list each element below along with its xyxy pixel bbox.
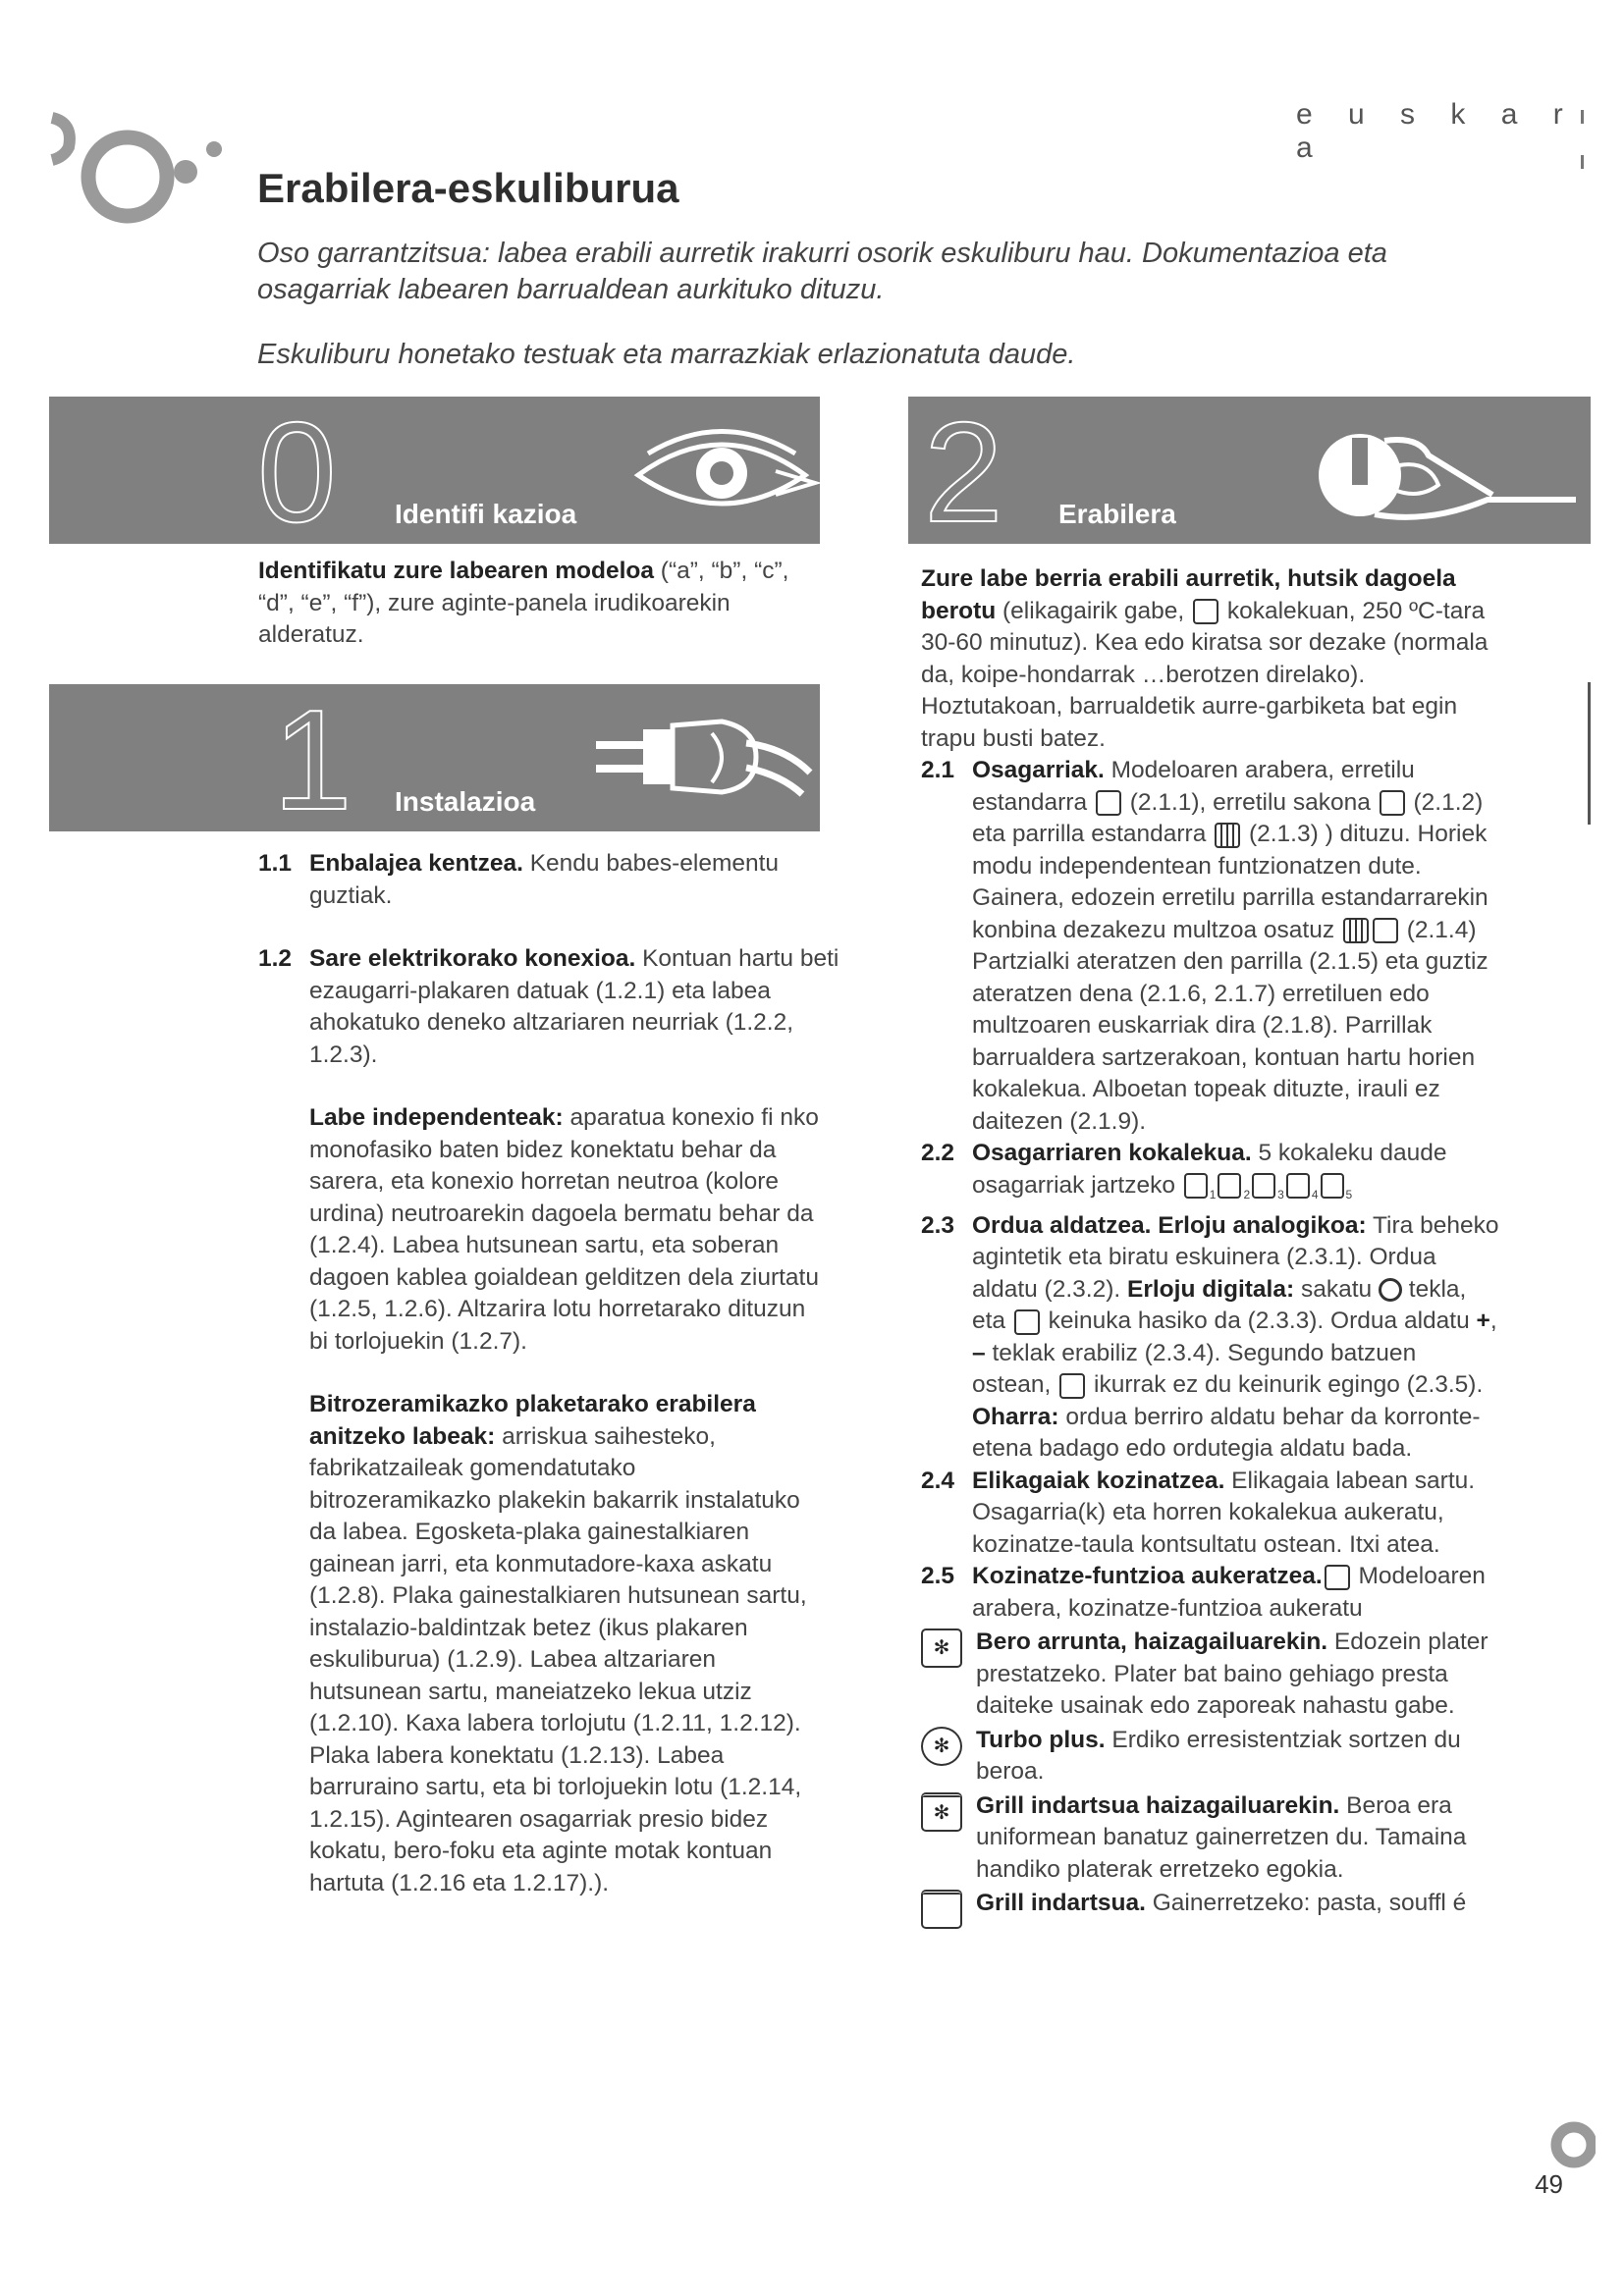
clock-icon [1014,1309,1040,1335]
grill-icon [921,1890,962,1929]
function-text: Erdiko erresistentziak sortzen du beroa. [976,1726,1461,1786]
intro-important: Oso garrantzitsua: labea erabili aurretik irakurri osorik eskuliburu hau. Dokumentazioa eta osagarriak labearen barrualdean aurkituko dituzu. [257,238,1387,305]
first-use-paragraph [921,563,1500,755]
margin-bar [1588,682,1591,825]
shelf-level-number: 3 [1277,1187,1284,1201]
page-number: 49 [1535,2169,1563,2199]
note-text: ordua berriro aldatu behar da korronte-etena badago edo ordutegia aldatu bada. [972,1403,1481,1463]
item-text: Modeloaren arabera, kozinatze-funtzioa aukeratu [972,1563,1486,1622]
item-heading: Kozinatze-funtzioa aukeratzea. [972,1563,1323,1590]
section-2-text [921,563,1500,1920]
section-number: 2 [924,397,1003,544]
item-text: (2.1.3) ) dituzu. Horiek modu independentean funtzionatzen dute. Gainera, edozein erretilu parrilla estandarrarekin konbina dezakezu multzoa osatuz [972,821,1489,943]
first-use-bold: Zure labe berria erabili aurretik, hutsik dagoela berotu [921,565,1456,624]
function-heading: Grill indartsua haizagailuarekin. [976,1791,1340,1819]
item-heading: Osagarriak. [972,757,1105,783]
brand-logo-icon [44,103,231,236]
shelf-level-icon [1184,1173,1208,1199]
item-text: keinuka hasiko da (2.3.3). Ordua aldatu [1041,1308,1477,1335]
item-number: 2.3 [921,1211,955,1239]
item-text: (2.1.4) Partzialki ateratzen den parrilla (2.1.5) eta guztiz ateratzen dena (2.1.6, 2.1.7) erretiluen edo multzoaren euskarriak dira (2.1.8). Parrillak barrualdera sartzerakoan, kontuan hartu horien kokalekua. Alboetan topeak dituzte, irauli ez daitezen (2.1.9). [972,916,1489,1135]
knob-icon [1281,416,1591,544]
language-label: e u s k a r a [1296,98,1577,164]
item-number: 2.1 [921,757,955,783]
grill-fan-icon: ✻ [921,1792,962,1832]
section-number: 1 [273,684,352,831]
function-text: Edozein plater prestatzeko. Plater bat baino gehiago presta daiteke usainak edo zaporeak nahastu gabe. [976,1629,1489,1720]
item-text: (2.1.2) eta parrilla estandarra [972,788,1484,847]
install-item-1-1 [258,848,867,912]
fan-icon: ✻ [921,1629,962,1668]
margin-marks [1581,110,1584,169]
section-2-banner [908,397,1591,544]
function-item [921,1725,1500,1789]
item-heading: Ordua aldatzea. [972,1211,1152,1239]
section-title: Erabilera [1058,499,1176,529]
item-text: (2.1.1), erretilu sakona [1122,788,1378,816]
conventional-oven-icon [1193,599,1218,624]
independent-heading: Labe independenteak: [309,1104,564,1131]
function-heading: Grill indartsua. [976,1890,1146,1917]
page-title: Erabilera-eskuliburua [257,165,679,211]
section-0-banner [49,397,820,544]
shelf-level-number: 4 [1311,1187,1319,1201]
minus-icon: – [972,1339,986,1366]
grill-rack-icon [1343,918,1369,943]
analog-clock-heading: Erloju analogikoa: [1158,1211,1367,1239]
independent-text: aparatua konexio fi nko monofasiko baten bidez konektatu behar da sarera, eta konexio horretan neutroa (kolore urdina) neutroarekin dagoela bermatu behar da (1.2.4). Labea hutsunean sartu, eta soberan dagoen kablea goialdean gelditzen dela ziurtatu (1.2.5, 1.2.6). Altzarira lotu horretarako dituzun bi torlojuekin (1.2.7). [309,1104,819,1355]
first-use-text-1: (elikagairik gabe, [996,597,1192,624]
identify-bold: Identifikatu zure labearen modeloa [258,558,654,584]
eye-icon [628,424,820,522]
section-title: Identifi kazioa [395,499,577,529]
item-heading: Enbalajea kentzea. [309,850,523,877]
note [972,1402,1500,1466]
shelf-level-number: 5 [1345,1187,1353,1201]
usage-item-2-4 [921,1466,1500,1562]
item-text: Elikagaia labean sartu. Osagarria(k) eta horren kokalekua aukeratu, kozinatze-taula kontsultatu ostean. Itxi atea. [972,1467,1476,1558]
item-text: sakatu [1294,1275,1379,1303]
install-item-1-2 [258,943,867,1071]
usage-item-2-2 [921,1138,1500,1210]
item-text: Tira beheko agintetik eta biratu eskuinera (2.3.1). Ordua aldatu (2.3.2). [972,1211,1499,1303]
item-number: 1.2 [258,945,293,972]
clock-icon [1379,1278,1402,1302]
install-independent [258,1102,820,1358]
deep-tray-icon [1380,790,1405,816]
item-text: tekla, eta [972,1275,1467,1335]
function-text: Gainerretzeko: pasta, souffl é [1145,1890,1467,1917]
conventional-oven-icon [1325,1565,1350,1590]
function-item [921,1627,1500,1723]
standard-tray-icon [1096,790,1121,816]
function-heading: Turbo plus. [976,1726,1106,1753]
note-label: Oharra: [972,1403,1059,1430]
usage-item-2-3: 2.3 Ordua aldatzea. Erloju analogikoa: Tira beheko agintetik eta biratu eskuinera (2.3.1). Ordua aldatu (2.3.2). Erloju digitala: sakatu tekla, eta keinuka hasiko da (2.3.3). Ordua aldatu +, – teklak erabiliz (2.3.4). Segundo batzuen ostean, ikurrak ez du keinurik egingo (2.3.5). Oharra: ordua berriro aldatu behar da korronte-etena badago edo ordutegia aldatu bada. [921,1210,1500,1466]
shelf-level-icon [1286,1173,1310,1199]
usage-item-2-5 [921,1561,1500,1625]
shelf-level-icon [1252,1173,1275,1199]
item-number: 2.2 [921,1140,955,1166]
item-text: 5 kokaleku daude osagarriak jartzeko [972,1140,1447,1199]
grill-rack-icon [1215,823,1240,848]
plus-icon: + [1476,1308,1490,1335]
section-number: 0 [257,397,337,544]
first-use-text-2: kokalekuan, 250 ºC-tara 30-60 minutuz). Kea edo kiratsa sor dezake (normala da, koipe-hondarrak …berotzen direlako). Hoztutakoan, barrualdetik aurre-garbiketa bat egin trapu busti batez. [921,597,1489,752]
shelf-level-number: 2 [1243,1187,1251,1201]
identify-text: (“a”, “b”, “c”, “d”, “e”, “f”), zure aginte-panela irudikoarekin alderatuz. [258,558,789,648]
item-text: Modeloaren arabera, erretilu estandarra [972,757,1415,816]
section-0-text [258,556,828,652]
item-number: 2.4 [921,1467,955,1494]
digital-clock-heading: Erloju digitala: [1126,1275,1295,1303]
install-ceramic [258,1389,820,1899]
function-item [921,1888,1500,1920]
turbo-fan-icon: ✻ [921,1727,962,1766]
item-number: 2.5 [921,1563,955,1590]
ceramic-text: arriskua saihesteko, fabrikatzaileak gomendatutako bitrozeramikazko plakekin bakarrik instalatuko da labea. Egosketa-plaka gainestalkiaren gainean jarri, eta konmutadore-kaxa askatu (1.2.8). Plaka gainestalkiaren hutsunean sartu, instalazio-baldintzak betez (ikus plakaren eskuliburua) (1.2.9). Labea altzariaren hutsunean sartu, maneiatzeko lekua utziz (1.2.10). Kaxa labera torlojutu (1.2.11, 1.2.12). Plaka labera konektatu (1.2.13). Labea barruraino sartu, eta bi torlojuekin lotu (1.2.14, 1.2.15). Agintearen osagarriak presio bidez kokatu, bero-foku eta aginte motak kontuan hartuta (1.2.16 eta 1.2.17).). [309,1422,807,1896]
section-title: Instalazioa [395,786,536,817]
shelf-level-icon [1321,1173,1344,1199]
item-heading: Osagarriaren kokalekua. [972,1140,1252,1166]
item-text: Kontuan hartu beti ezaugarri-plakaren datuak (1.2.1) eta labea ahokatuko deneko altzariaren neurriak (1.2.2, 1.2.3). [309,945,839,1068]
function-heading: Bero arrunta, haizagailuarekin. [976,1629,1328,1656]
shelf-level-number: 1 [1209,1187,1217,1201]
item-text: teklak erabiliz (2.3.4). Segundo batzuen ostean, [972,1339,1417,1399]
intro-note: Eskuliburu honetako testuak eta marrazkiak erlazionatuta daude. [257,339,1076,370]
standard-tray-icon [1373,918,1398,943]
clock-icon [1059,1373,1085,1399]
usage-item-2-1 [921,755,1500,1138]
item-text: Kendu babes-elementu guztiak. [309,850,780,909]
item-number: 1.1 [258,850,293,877]
function-item [921,1790,1500,1887]
item-heading: Elikagaiak kozinatzea. [972,1467,1225,1494]
item-heading: Sare elektrikorako konexioa. [309,945,636,972]
item-text: ikurrak ez du keinurik egingo (2.3.5). [1087,1371,1484,1399]
section-1-text [258,848,867,1899]
ceramic-heading: Bitrozeramikazko plaketarako erabilera anitzeko labeak: [309,1391,756,1450]
shelf-level-icon [1218,1173,1241,1199]
section-1-banner [49,684,820,831]
function-text: Beroa era uniformean banatuz gainerretzen du. Tamaina handiko platerak erretzeko egokia. [976,1791,1467,1883]
plug-icon [584,704,820,822]
